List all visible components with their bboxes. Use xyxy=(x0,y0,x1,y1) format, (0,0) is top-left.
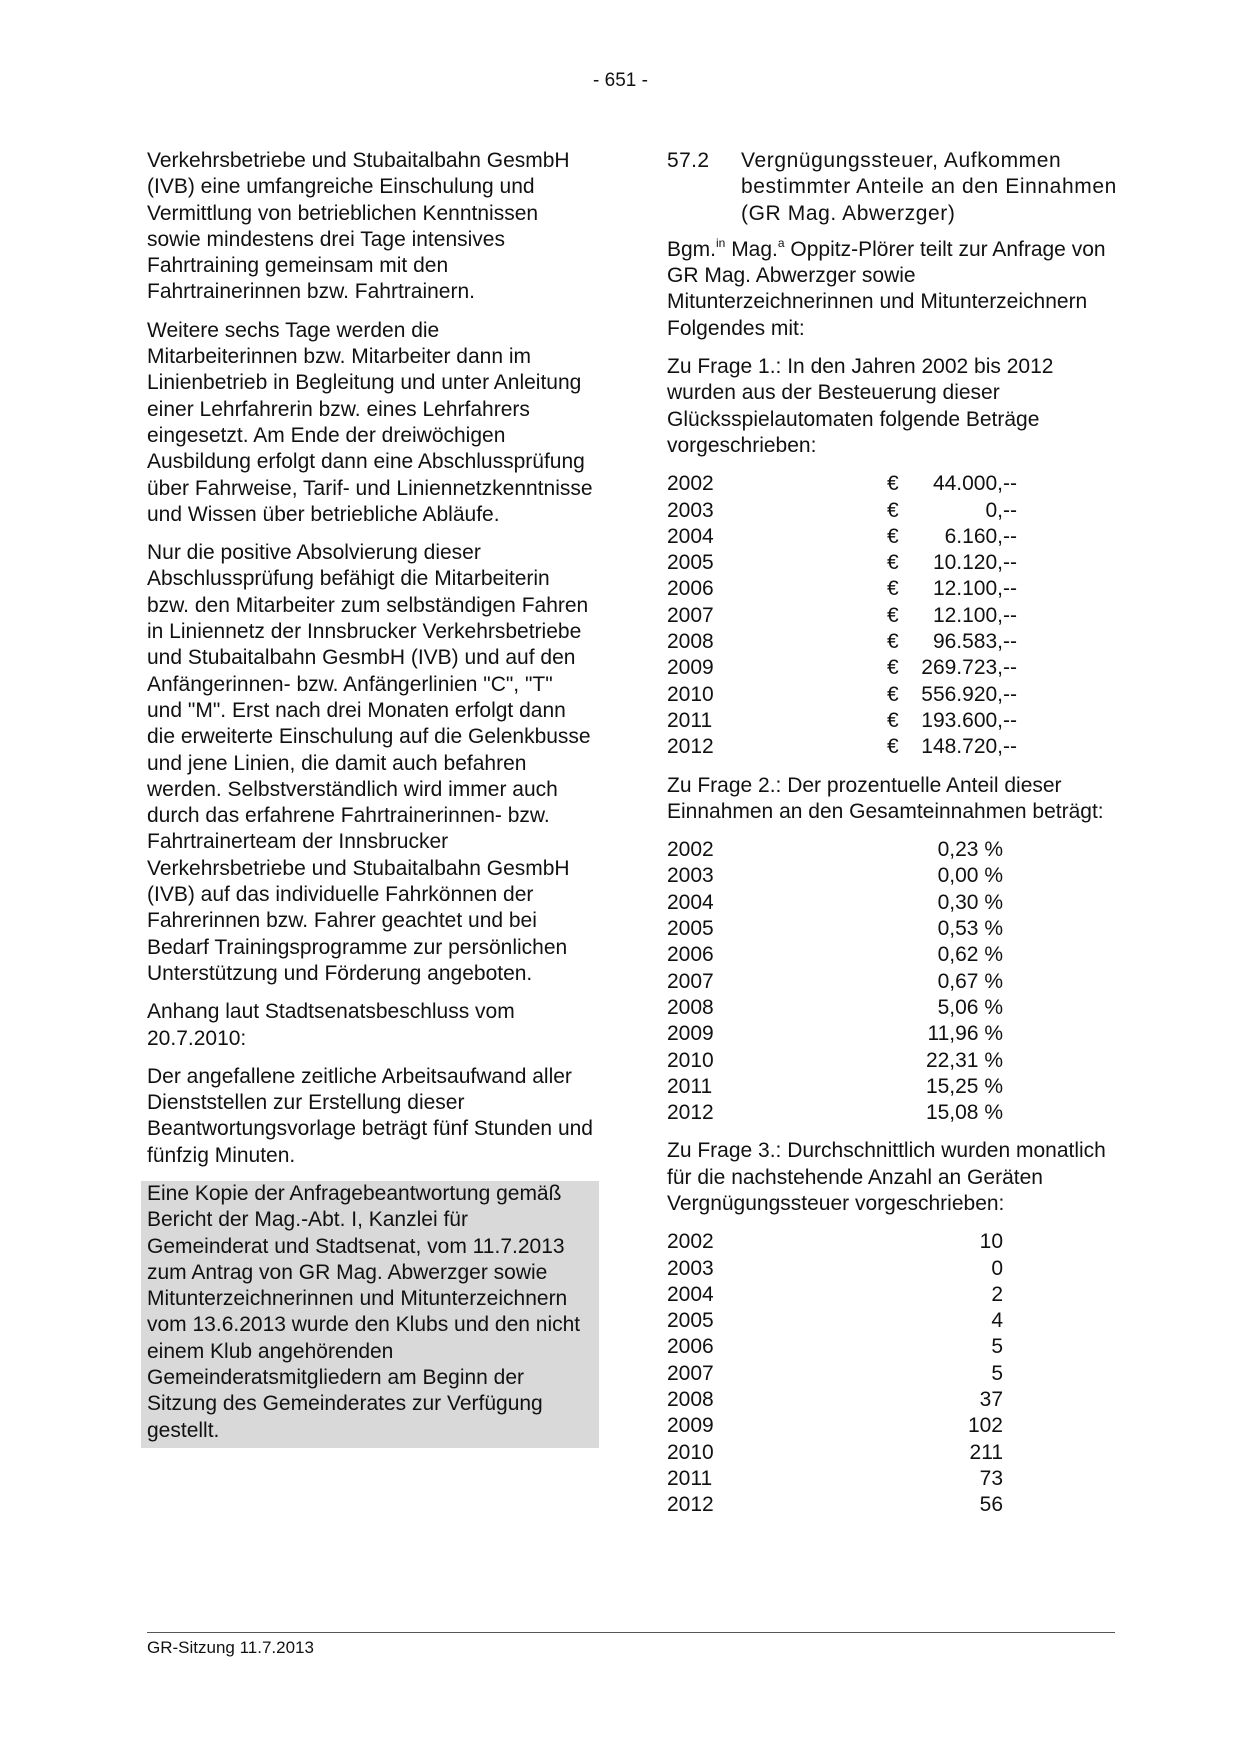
percent-table xyxy=(667,837,1003,1126)
percent-cell: 11,96 % xyxy=(927,1022,1003,1046)
percent-cell: 15,08 % xyxy=(925,1101,1003,1125)
table-row xyxy=(667,1361,1003,1387)
year-cell: 2005 xyxy=(667,1309,714,1333)
table-row xyxy=(667,1466,1003,1492)
year-cell: 2007 xyxy=(667,969,714,993)
currency-cell: € xyxy=(887,472,899,496)
currency-cell: € xyxy=(887,577,899,601)
table-row xyxy=(667,942,1003,968)
year-cell: 2011 xyxy=(667,1074,713,1098)
year-cell: 2011 xyxy=(667,1466,713,1490)
amounts-table xyxy=(667,471,1017,760)
year-cell: 2008 xyxy=(667,995,714,1019)
year-cell: 2010 xyxy=(667,1048,714,1072)
table-row xyxy=(667,1100,1003,1126)
intro-bgm: Bgm. xyxy=(667,237,717,261)
currency-cell: € xyxy=(887,551,899,575)
count-cell: 37 xyxy=(979,1388,1003,1412)
table-row xyxy=(667,550,1017,576)
amount-cell: 193.600,-- xyxy=(921,708,1017,732)
amount-cell: 556.920,-- xyxy=(921,682,1017,706)
paragraph: Nur die positive Absolvierung dieser Abschlussprüfung befähigt die Mitarbeiterin bzw. den Mitarbeiter zum selbständigen Fahren in Liniennetz der Innsbrucker Verkehrsbetriebe und Stubaitalbahn GesmbH (IVB) und auf den Anfängerinnen- bzw. Anfängerlinien "C", "T" und "M". Erst nach drei Monaten erfolgt dann die erweiterte Einschulung auf die Gelenkbusse und jene Linien, die damit auch befahren werden. Selbstverständlich wird immer auch durch das erfahrene Fahrtrainerinnen- bzw. Fahrtrainerteam der Innsbrucker Verkehrsbetriebe und Stubaitalbahn GesmbH (IVB) auf das individuelle Fahrkönnen der Fahrerinnen bzw. Fahrer geachtet und bei Bedarf Trainingsprogramme zur persönlichen Unterstützung und Förderung angeboten. xyxy=(147,541,591,985)
count-cell: 5 xyxy=(991,1335,1003,1359)
year-cell: 2009 xyxy=(667,1022,714,1046)
year-cell: 2010 xyxy=(667,682,714,706)
amount-cell: 10.120,-- xyxy=(932,551,1017,575)
table-row xyxy=(667,1021,1003,1047)
table-row xyxy=(667,1048,1003,1074)
count-cell: 0 xyxy=(991,1256,1003,1280)
table-row xyxy=(667,498,1017,524)
amount-cell: 44.000,-- xyxy=(932,472,1017,496)
year-cell: 2004 xyxy=(667,524,714,548)
table-row xyxy=(667,1413,1003,1439)
intro-rest: Oppitz-Plörer teilt zur Anfrage von GR Mag. Abwerzger sowie Mitunterzeichnerinnen und Mitunterzeichnern Folgendes mit: xyxy=(667,237,1106,340)
year-cell: 2009 xyxy=(667,656,714,680)
question-3: Zu Frage 3.: Durchschnittlich wurden monatlich für die nachstehende Anzahl an Geräten Vergnügungssteuer vorgeschrieben: xyxy=(667,1139,1106,1215)
amount-cell: 12.100,-- xyxy=(932,603,1017,627)
paragraph: Der angefallene zeitliche Arbeitsaufwand aller Dienststellen zur Erstellung dieser Beantwortungsvorlage beträgt fünf Stunden und fünfzig Minuten. xyxy=(147,1064,593,1167)
year-cell: 2012 xyxy=(667,1101,714,1125)
year-cell: 2002 xyxy=(667,838,714,862)
year-cell: 2006 xyxy=(667,577,714,601)
count-cell: 5 xyxy=(991,1361,1003,1385)
percent-cell: 0,53 % xyxy=(937,917,1003,941)
year-cell: 2006 xyxy=(667,1335,714,1359)
year-cell: 2003 xyxy=(667,864,714,888)
section-number: 57.2 xyxy=(667,149,710,172)
table-row xyxy=(667,995,1003,1021)
year-cell: 2002 xyxy=(667,1230,714,1254)
table-row xyxy=(667,524,1017,550)
amount-cell: 96.583,-- xyxy=(932,630,1017,654)
count-cell: 4 xyxy=(991,1309,1003,1333)
paragraph: Verkehrsbetriebe und Stubaitalbahn GesmbH (IVB) eine umfangreiche Einschulung und Vermittlung von betrieblichen Kenntnissen sowie mindestens drei Tage intensives Fahrtraining gemeinsam mit den Fahrtrainerinnen bzw. Fahrtrainern. xyxy=(147,149,570,304)
amount-cell: 269.723,-- xyxy=(921,656,1017,680)
table-row xyxy=(667,890,1003,916)
page-number: - 651 - xyxy=(593,70,648,91)
table-row xyxy=(667,1387,1003,1413)
intro-mag: Mag. xyxy=(725,237,778,261)
count-cell: 211 xyxy=(969,1440,1003,1464)
count-cell: 73 xyxy=(979,1466,1003,1490)
count-cell: 102 xyxy=(967,1414,1003,1438)
year-cell: 2005 xyxy=(667,551,714,575)
table-row xyxy=(667,969,1003,995)
currency-cell: € xyxy=(887,656,899,680)
table-row xyxy=(667,576,1017,602)
year-cell: 2003 xyxy=(667,1256,714,1280)
year-cell: 2002 xyxy=(667,472,714,496)
intro-sup-a: a xyxy=(777,235,785,250)
table-row xyxy=(667,1308,1003,1334)
intro-sup-in: in xyxy=(716,235,726,250)
year-cell: 2008 xyxy=(667,1388,714,1412)
year-cell: 2008 xyxy=(667,630,714,654)
table-row xyxy=(667,1440,1003,1466)
amount-cell: 12.100,-- xyxy=(932,577,1017,601)
count-cell: 10 xyxy=(979,1230,1003,1254)
currency-cell: € xyxy=(887,498,899,522)
table-row xyxy=(667,863,1003,889)
percent-cell: 0,67 % xyxy=(937,969,1003,993)
percent-cell: 0,30 % xyxy=(937,890,1003,914)
year-cell: 2007 xyxy=(667,603,714,627)
table-row xyxy=(667,1492,1003,1518)
question-2: Zu Frage 2.: Der prozentuelle Anteil dieser Einnahmen an den Gesamteinnahmen beträgt: xyxy=(667,773,1104,823)
highlighted-paragraph: Eine Kopie der Anfragebeantwortung gemäß Bericht der Mag.-Abt. I, Kanzlei für Gemeinderat und Stadtsenat, vom 11.7.2013 zum Antrag von GR Mag. Abwerzger sowie Mitunterzeichnerinnen und Mitunterzeichnern vom 13.6.2013 wurde den Klubs und den nicht einem Klub angehörenden Gemeinderatsmitgliedern am Beginn der Sitzung des Gemeinderates zur Verfügung gestellt. xyxy=(141,1181,599,1448)
table-row xyxy=(667,916,1003,942)
amount-cell: 6.160,-- xyxy=(944,524,1017,548)
year-cell: 2007 xyxy=(667,1361,714,1385)
table-row xyxy=(667,1282,1003,1308)
count-cell: 2 xyxy=(991,1282,1003,1306)
table-row xyxy=(667,708,1017,734)
intro-paragraph xyxy=(667,237,1127,342)
currency-cell: € xyxy=(887,524,899,548)
year-cell: 2004 xyxy=(667,890,714,914)
table-row xyxy=(667,682,1017,708)
paragraph: Weitere sechs Tage werden die Mitarbeiterinnen bzw. Mitarbeiter dann im Linienbetrieb in Begleitung und unter Anleitung einer Lehrfahrerin bzw. eines Lehrfahrers eingesetzt. Am Ende der dreiwöchigen Ausbildung erfolgt dann eine Abschlussprüfung über Fahrweise, Tarif- und Liniennetzkenntnisse und Wissen über betriebliche Abläufe. xyxy=(147,318,593,526)
table-row xyxy=(667,837,1003,863)
table-row xyxy=(667,603,1017,629)
percent-cell: 0,00 % xyxy=(937,864,1003,888)
currency-cell: € xyxy=(887,682,899,706)
table-row xyxy=(667,734,1017,760)
table-row xyxy=(667,629,1017,655)
year-cell: 2003 xyxy=(667,498,714,522)
year-cell: 2012 xyxy=(667,735,714,759)
left-column xyxy=(147,148,593,1460)
year-cell: 2006 xyxy=(667,943,714,967)
table-row xyxy=(667,1229,1003,1255)
currency-cell: € xyxy=(887,708,899,732)
paragraph: Anhang laut Stadtsenatsbeschluss vom 20.7.2010: xyxy=(147,1000,515,1050)
table-row xyxy=(667,471,1017,497)
devices-table xyxy=(667,1229,1003,1518)
footer-divider xyxy=(147,1632,1115,1633)
footer: GR-Sitzung 11.7.2013 xyxy=(147,1638,314,1657)
currency-cell: € xyxy=(887,630,899,654)
year-cell: 2010 xyxy=(667,1440,714,1464)
table-row xyxy=(667,1256,1003,1282)
section-heading xyxy=(667,148,1127,227)
amount-cell: 0,-- xyxy=(985,498,1017,522)
percent-cell: 0,23 % xyxy=(937,838,1003,862)
year-cell: 2005 xyxy=(667,917,714,941)
currency-cell: € xyxy=(887,603,899,627)
right-column xyxy=(667,148,1127,1531)
table-row xyxy=(667,1334,1003,1360)
percent-cell: 22,31 % xyxy=(925,1048,1003,1072)
percent-cell: 5,06 % xyxy=(937,995,1003,1019)
section-title: Vergnügungssteuer, Aufkommen bestimmter Anteile an den Einnahmen (GR Mag. Abwerzger) xyxy=(741,149,1117,225)
year-cell: 2012 xyxy=(667,1493,714,1517)
year-cell: 2009 xyxy=(667,1414,714,1438)
question-1: Zu Frage 1.: In den Jahren 2002 bis 2012 wurden aus der Besteuerung dieser Glücksspielautomaten folgende Beträge vorgeschrieben: xyxy=(667,355,1054,457)
currency-cell: € xyxy=(887,735,899,759)
year-cell: 2011 xyxy=(667,708,713,732)
count-cell: 56 xyxy=(979,1493,1003,1517)
percent-cell: 15,25 % xyxy=(925,1074,1003,1098)
table-row xyxy=(667,1074,1003,1100)
year-cell: 2004 xyxy=(667,1282,714,1306)
amount-cell: 148.720,-- xyxy=(921,735,1017,759)
percent-cell: 0,62 % xyxy=(937,943,1003,967)
table-row xyxy=(667,655,1017,681)
